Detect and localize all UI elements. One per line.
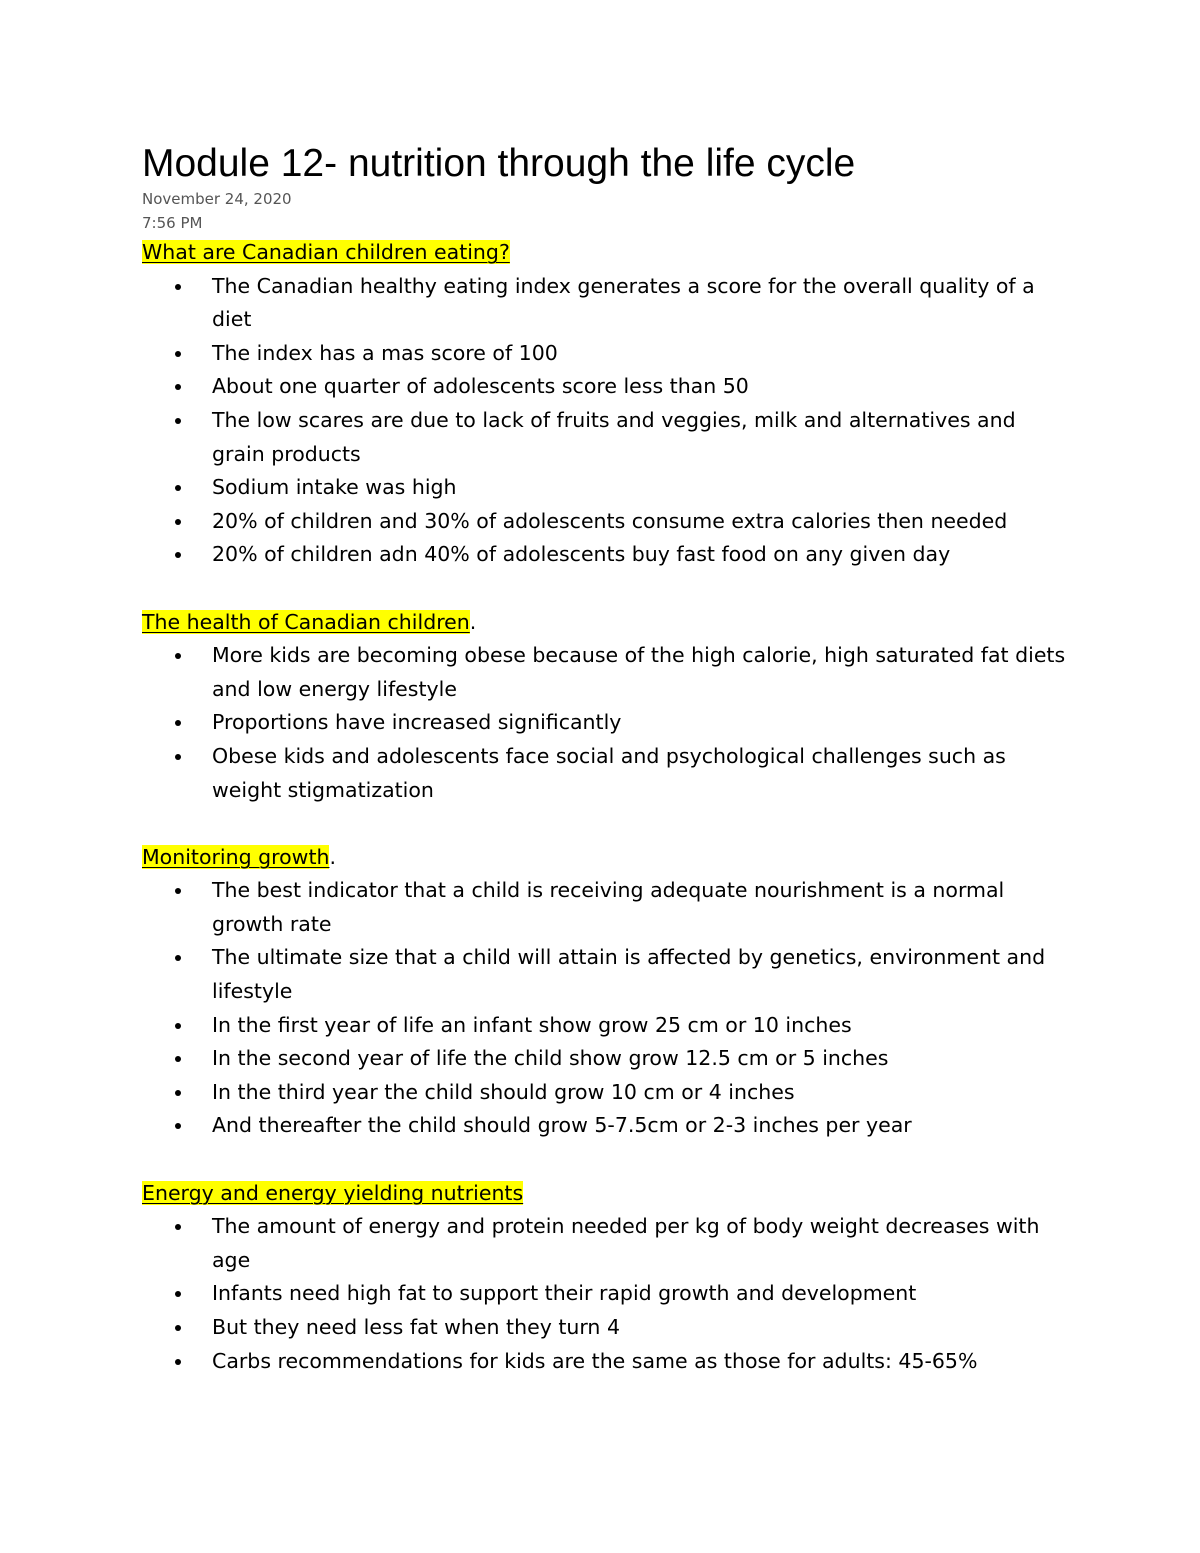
bullet-icon	[175, 1291, 181, 1297]
list-item	[142, 1210, 1072, 1277]
list-item-text: In the third year the child should grow 10 cm or 4 inches	[212, 1079, 795, 1104]
list-item	[142, 639, 1072, 706]
list-item-text: The index has a mas score of 100	[212, 340, 558, 365]
bullet-icon	[175, 384, 181, 390]
section-health-of-canadian-children	[142, 606, 1072, 808]
heading-highlight: What are Canadian children eating?	[142, 240, 510, 264]
list-item	[142, 941, 1072, 1008]
list-item	[142, 404, 1072, 471]
section-canadian-children-eating	[142, 236, 1072, 572]
list-item-text: In the second year of life the child show grow 12.5 cm or 5 inches	[212, 1046, 889, 1071]
bullet-icon	[175, 351, 181, 357]
heading-suffix: .	[329, 844, 337, 869]
section-heading	[142, 1177, 1072, 1211]
bullet-icon	[175, 955, 181, 961]
list-item-text: The Canadian healthy eating index generates a score for the overall quality of a diet	[212, 273, 1035, 332]
note-date: November 24, 2020	[142, 190, 292, 208]
bullet-icon	[175, 888, 181, 894]
section-monitoring-growth	[142, 841, 1072, 1143]
bullet-icon	[175, 519, 181, 525]
list-item-text: More kids are becoming obese because of the high calorie, high saturated fat diets and low energy lifestyle	[212, 643, 1066, 701]
note-body	[142, 236, 1072, 1378]
bullet-list	[142, 639, 1072, 807]
list-item-text: Obese kids and adolescents face social and psychological challenges such as weight stigmatization	[212, 743, 1006, 802]
section-heading	[142, 841, 1072, 875]
list-item-text: But they need less fat when they turn 4	[212, 1315, 620, 1339]
bullet-list	[142, 1210, 1072, 1378]
bullet-icon	[175, 754, 181, 760]
bullet-icon	[175, 1023, 181, 1029]
list-item-text: In the first year of life an infant show grow 25 cm or 10 inches	[212, 1012, 852, 1037]
list-item-text: Sodium intake was high	[212, 475, 457, 500]
list-item-text: The amount of energy and protein needed per kg of body weight decreases with age	[212, 1214, 1040, 1272]
list-item-text: Infants need high fat to support their rapid growth and development	[212, 1281, 917, 1306]
list-item-text: Proportions have increased significantly	[212, 710, 622, 735]
page-title: Module 12- nutrition through the life cycle	[142, 142, 856, 185]
list-item-text: The ultimate size that a child will attain is affected by genetics, environment and lifestyle	[212, 945, 1046, 1004]
list-item	[142, 370, 1072, 404]
bullet-icon	[175, 284, 181, 290]
bullet-icon	[175, 418, 181, 424]
list-item	[142, 505, 1072, 539]
list-item	[142, 337, 1072, 371]
heading-suffix: .	[469, 609, 477, 634]
bullet-icon	[175, 552, 181, 558]
section-energy-yielding-nutrients	[142, 1177, 1072, 1379]
heading-highlight: Monitoring growth	[142, 844, 330, 869]
list-item-text: The low scares are due to lack of fruits and veggies, milk and alternatives and grain products	[212, 407, 1016, 466]
list-item	[142, 1345, 1072, 1379]
list-item-text: 20% of children adn 40% of adolescents buy fast food on any given day	[212, 542, 951, 567]
list-item	[142, 1311, 1072, 1345]
heading-highlight: Energy and energy yielding nutrients	[142, 1180, 524, 1205]
list-item	[142, 471, 1072, 505]
list-item	[142, 538, 1072, 572]
list-item	[142, 1042, 1072, 1076]
list-item	[142, 1109, 1072, 1143]
list-item	[142, 270, 1072, 337]
section-heading	[142, 236, 1072, 270]
bullet-icon	[175, 653, 181, 659]
bullet-icon	[175, 1056, 181, 1062]
note-time: 7:56 PM	[142, 214, 203, 232]
list-item-text: The best indicator that a child is receiving adequate nourishment is a normal growth rate	[212, 878, 1005, 936]
list-item	[142, 1277, 1072, 1311]
bullet-icon	[175, 720, 181, 726]
list-item-text: Carbs recommendations for kids are the same as those for adults: 45-65%	[212, 1348, 978, 1373]
list-item	[142, 706, 1072, 740]
bullet-icon	[175, 1090, 181, 1096]
bullet-list	[142, 874, 1072, 1143]
list-item	[142, 1076, 1072, 1110]
list-item-text: 20% of children and 30% of adolescents consume extra calories then needed	[212, 508, 1008, 533]
bullet-icon	[175, 1325, 181, 1331]
heading-highlight: The health of Canadian children	[142, 609, 470, 634]
section-heading	[142, 606, 1072, 640]
bullet-icon	[175, 1123, 181, 1129]
list-item	[142, 740, 1072, 807]
list-item	[142, 1009, 1072, 1043]
list-item-text: About one quarter of adolescents score less than 50	[212, 374, 749, 399]
list-item	[142, 874, 1072, 941]
bullet-icon	[175, 485, 181, 491]
bullet-list	[142, 270, 1072, 572]
bullet-icon	[175, 1359, 181, 1365]
list-item-text: And thereafter the child should grow 5-7.5cm or 2-3 inches per year	[212, 1113, 912, 1138]
bullet-icon	[175, 1224, 181, 1230]
